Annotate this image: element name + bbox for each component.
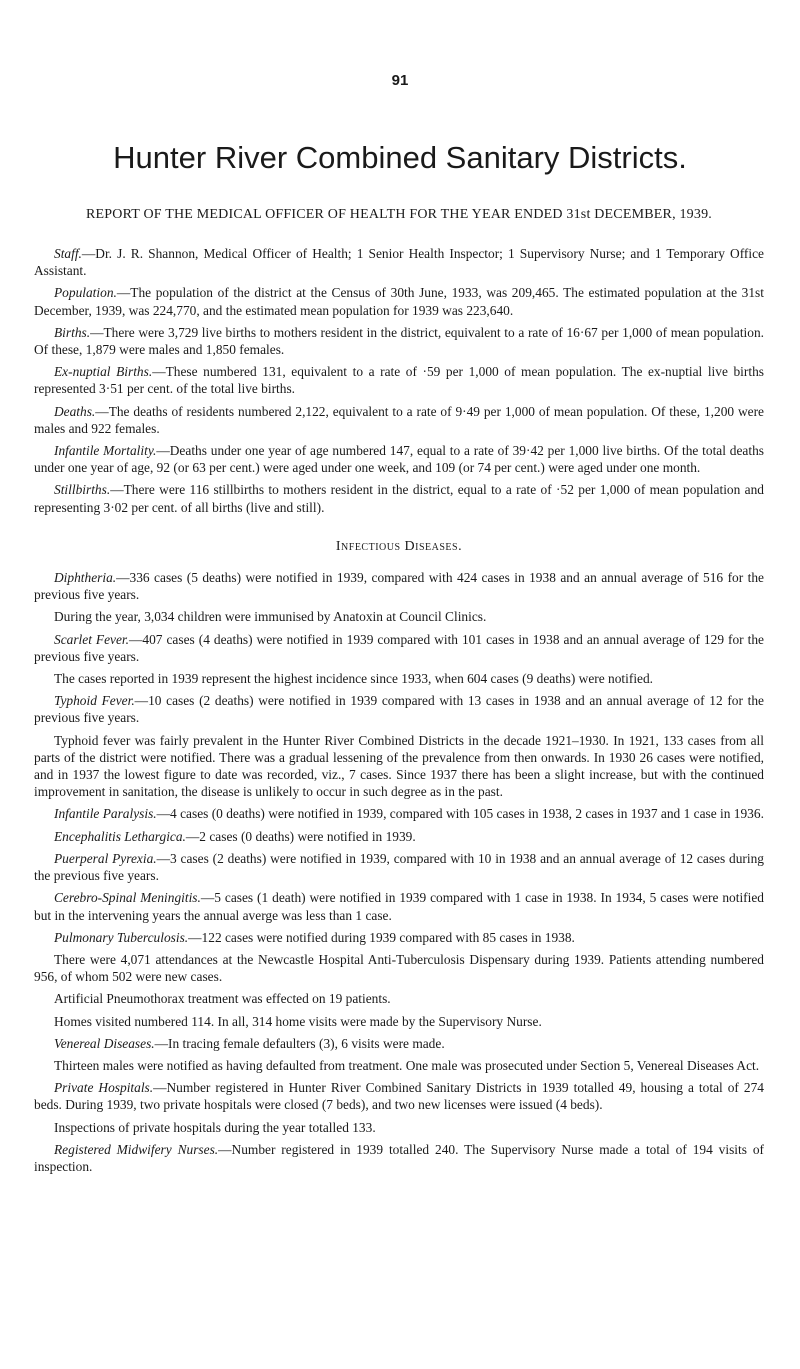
paragraph-text: —4 cases (0 deaths) were notified in 1939, compared with 105 cases in 1938, 2 cases in 1937 and 1 case in 1936. (156, 806, 764, 822)
paragraph-text: —There were 3,729 live births to mothers resident in the district, equivalent to a rate of 16·67 per 1,000 of mean population. Of these, 1,879 were males and 1,850 females. (34, 324, 764, 358)
paragraph-text: Thirteen males were notified as having defaulted from treatment. One male was prosecuted under Section 5, Venereal Diseases Act. (54, 1057, 760, 1073)
paragraph-lead: Stillbirths. (54, 482, 111, 498)
paragraph-text: —Deaths under one year of age numbered 147, equal to a rate of 39·42 per 1,000 live births. Of the total deaths under one year of age, 92 (or 63 per cent.) were aged under one week, and 109 (or 74 per cent.) were aged under one month. (34, 443, 764, 476)
paragraph (34, 990, 764, 1007)
paragraph-text: —Dr. J. R. Shannon, Medical Officer of Health; 1 Senior Health Inspector; 1 Supervisory Nurse; and 1 Temporary Office Assistant. (34, 246, 764, 279)
paragraph-lead: Scarlet Fever. (54, 631, 130, 647)
paragraph-lead: Puerperal Pyrexia. (54, 850, 157, 866)
paragraph-text: Artificial Pneumothorax treatment was effected on 19 patients. (54, 991, 391, 1007)
paragraph-lead: Pulmonary Tuberculosis. (54, 929, 189, 945)
paragraph-text: —These numbered 131, equivalent to a rate of ·59 per 1,000 of mean population. The ex-nuptial live births represented 3·51 per cent. of the total live births. (34, 364, 764, 397)
paragraph (34, 805, 764, 822)
paragraph-lead: Cerebro-Spinal Meningitis. (54, 890, 201, 906)
paragraph-lead: Births. (54, 324, 91, 340)
paragraph-text: —There were 116 stillbirths to mothers resident in the district, equal to a rate of ·52 per 1,000 of mean population and representing 3·02 per cent. of all births (live and still). (34, 482, 764, 515)
paragraph-text: —In tracing female defaulters (3), 6 visits were made. (154, 1035, 445, 1051)
paragraph (34, 481, 764, 515)
paragraph-lead: Infantile Paralysis. (54, 806, 157, 822)
paragraph-lead: Diphtheria. (54, 570, 117, 586)
section-heading-infectious-diseases: Infectious Diseases. (335, 538, 463, 554)
report-body (34, 245, 764, 1180)
document-title: Hunter River Combined Sanitary Districts. (113, 140, 687, 175)
paragraph-lead: Deaths. (54, 403, 96, 419)
paragraph-text: —The population of the district at the Census of 30th June, 1933, was 209,465. The estimated population at the 31st December, 1939, was 224,770, and the estimated mean population for 1939 was 223,640. (34, 285, 764, 318)
paragraph-lead: Infantile Mortality. (54, 443, 157, 459)
paragraph (34, 363, 764, 397)
paragraph (34, 245, 764, 279)
paragraph (34, 324, 764, 358)
paragraph (34, 850, 764, 884)
paragraph-text: —2 cases (0 deaths) were notified in 1939. (185, 828, 416, 844)
paragraph (34, 732, 764, 801)
paragraph-lead: Staff. (54, 246, 82, 261)
paragraph-text: —336 cases (5 deaths) were notified in 1939, compared with 424 cases in 1938 and an annual average of 516 for the previous five years. (34, 570, 764, 603)
paragraph (34, 1141, 764, 1175)
paragraph (34, 1057, 764, 1074)
paragraph (34, 828, 764, 845)
paragraph (34, 631, 764, 665)
paragraph-text: —407 cases (4 deaths) were notified in 1939 compared with 101 cases in 1938 and an annual average of 129 for the previous five years. (34, 631, 764, 664)
paragraph (34, 889, 764, 923)
paragraph-lead: Ex-nuptial Births. (54, 364, 153, 380)
paragraph-text: —5 cases (1 death) were notified in 1939 compared with 1 case in 1938. In 1934, 5 cases were notified but in the intervening years the annual averge was less than 1 case. (34, 890, 764, 923)
page-number: 91 (391, 72, 409, 89)
paragraph (34, 1119, 764, 1136)
paragraph (34, 692, 764, 726)
paragraph (34, 1013, 764, 1030)
paragraph-lead: Encephalitis Lethargica. (54, 828, 186, 844)
paragraph (34, 951, 764, 985)
intro-section (34, 245, 764, 516)
paragraph-text: The cases reported in 1939 represent the highest incidence since 1933, when 604 cases (9 deaths) were notified. (54, 671, 654, 687)
paragraph-lead: Venereal Diseases. (54, 1035, 155, 1051)
paragraph (34, 608, 764, 625)
paragraph-text: Inspections of private hospitals during the year totalled 133. (54, 1119, 376, 1135)
paragraph (34, 569, 764, 603)
paragraph-text: There were 4,071 attendances at the Newcastle Hospital Anti-Tuberculosis Dispensary during 1939. Patients attending numbered 956, of whom 502 were new cases. (34, 951, 764, 985)
paragraph-text: Typhoid fever was fairly prevalent in the Hunter River Combined Districts in the decade 1921–1930. In 1921, 133 cases from all parts of the district were notified. There was a gradual lessening of the prevalence from then onwards. In 1930 26 cases were notified, and in 1937 the lowest figure to date was recorded, viz., 7 cases. Since 1937 there has been a slight increase, but with the continued improvement in sanitation, the disease is unlikely to occur in such degree as in the past. (34, 732, 764, 800)
paragraph-lead: Private Hospitals. (54, 1080, 154, 1096)
paragraph (34, 403, 764, 437)
report-heading: REPORT OF THE MEDICAL OFFICER OF HEALTH FOR THE YEAR ENDED 31st DECEMBER, 1939. (86, 207, 712, 222)
paragraph-text: —3 cases (2 deaths) were notified in 1939, compared with 10 in 1938 and an annual average of 12 cases during the previous five years. (34, 850, 764, 884)
paragraph (34, 284, 764, 318)
paragraph-text: —The deaths of residents numbered 2,122, equivalent to a rate of 9·49 per 1,000 of mean population. Of these, 1,200 were males and 922 females. (34, 403, 764, 436)
paragraph-text: —122 cases were notified during 1939 compared with 85 cases in 1938. (188, 929, 575, 945)
paragraph (34, 442, 764, 476)
paragraph (34, 929, 764, 946)
paragraph (34, 1079, 764, 1113)
paragraph-lead: Typhoid Fever. (54, 693, 135, 709)
paragraph (34, 1035, 764, 1052)
paragraph-lead: Population. (54, 285, 117, 301)
paragraph-lead: Registered Midwifery Nurses. (54, 1141, 219, 1157)
paragraph-text: —Number registered in Hunter River Combined Sanitary Districts in 1939 totalled 49, housing a total of 274 beds. During 1939, two private hospitals were closed (7 beds), and two new licenses were issued (4 beds). (34, 1080, 764, 1113)
infectious-diseases-section (34, 569, 764, 1175)
paragraph-text: —10 cases (2 deaths) were notified in 1939 compared with 13 cases in 1938 and an annual average of 12 for the previous five years. (34, 693, 764, 726)
paragraph-text: —Number registered in 1939 totalled 240. The Supervisory Nurse made a total of 194 visits of inspection. (34, 1141, 764, 1174)
paragraph-text: Homes visited numbered 114. In all, 314 home visits were made by the Supervisory Nurse. (54, 1013, 542, 1029)
paragraph (34, 670, 764, 687)
paragraph-text: During the year, 3,034 children were immunised by Anatoxin at Council Clinics. (54, 609, 487, 625)
